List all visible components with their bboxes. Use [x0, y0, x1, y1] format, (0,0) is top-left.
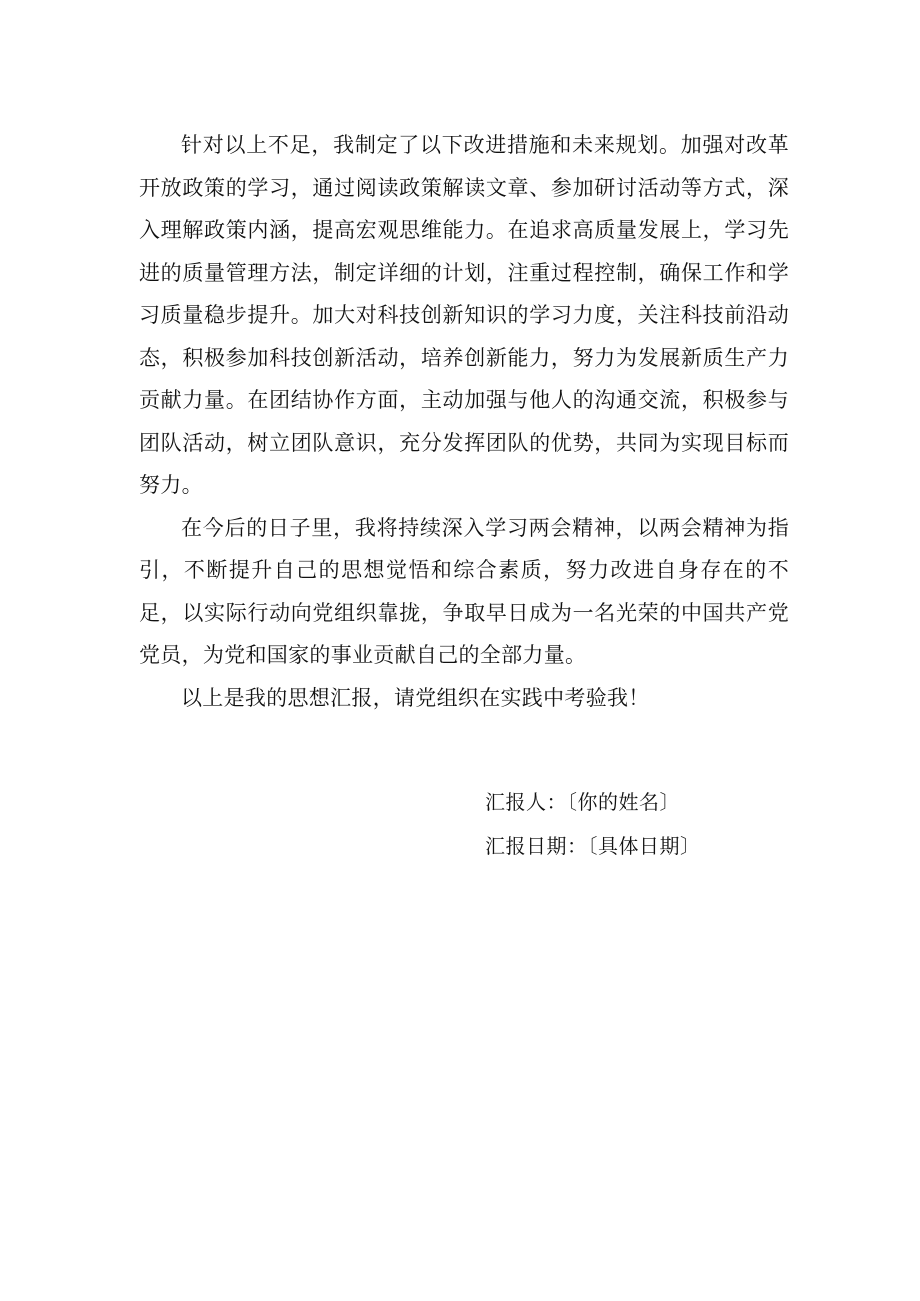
signature-block [485, 780, 815, 868]
paragraph-improvement-plan: 针对以上不足，我制定了以下改进措施和未来规划。加强对改革开放政策的学习，通过阅读政策解读文章、参加研讨活动等方式，深入理解政策内涵，提高宏观思维能力。在追求高质量发展上，学习先进的质量管理方法，制定详细的计划，注重过程控制，确保工作和学习质量稳步提升。加大对科技创新知识的学习力度，关注科技前沿动态，积极参加科技创新活动，培养创新能力，努力为发展新质生产力贡献力量。在团结协作方面，主动加强与他人的沟通交流，积极参与团队活动，树立团队意识，充分发挥团队的优势，共同为实现目标而努力。 [139, 133, 789, 497]
paragraph-future-commitment: 在今后的日子里，我将持续深入学习两会精神，以两会精神为指引，不断提升自己的思想觉悟和综合素质，努力改进自身存在的不足，以实际行动向党组织靠拢，争取早日成为一名光荣的中国共产党党员，为党和国家的事业贡献自己的全部力量。 [139, 515, 789, 667]
reporter-name-line: 汇报人：〔你的姓名〕 [485, 790, 680, 814]
document-body [139, 124, 789, 719]
report-date-line: 汇报日期：〔具体日期〕 [485, 834, 701, 858]
paragraph-closing: 以上是我的思想汇报，请党组织在实践中考验我！ [181, 685, 650, 710]
